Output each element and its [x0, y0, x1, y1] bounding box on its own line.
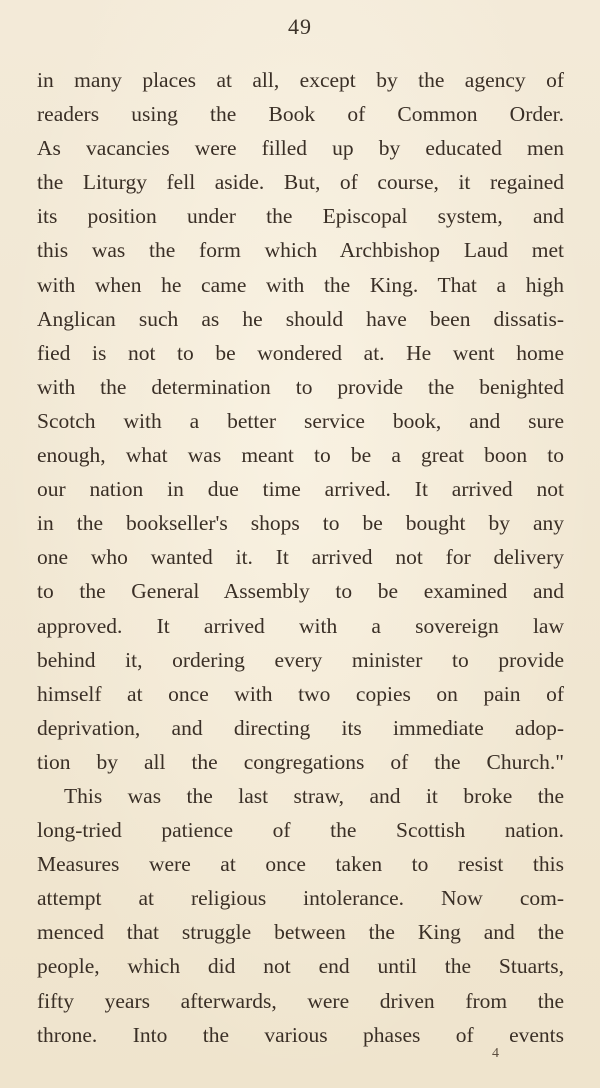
text-line: deprivation, and directing its immediate adop- — [37, 715, 564, 740]
text-line: Scotch with a better service book, and sure — [37, 408, 564, 433]
text-line: with when he came with the King. That a high — [37, 272, 564, 297]
text-line: behind it, ordering every minister to provide — [37, 647, 564, 672]
body-text — [37, 63, 564, 1052]
signature-mark: 4 — [492, 1046, 499, 1061]
text-line: the Liturgy fell aside. But, of course, it regained — [37, 170, 564, 195]
text-line: to the General Assembly to be examined and — [37, 579, 564, 604]
text-line: attempt at religious intolerance. Now com- — [37, 886, 564, 911]
text-line: Anglican such as he should have been dissatis- — [37, 306, 564, 331]
text-line: Measures were at once taken to resist this — [37, 852, 564, 877]
text-line: with the determination to provide the benighted — [37, 374, 564, 399]
paragraph-start-line: This was the last straw, and it broke the — [64, 783, 564, 808]
text-line: throne. Into the various phases of events — [37, 1022, 564, 1047]
text-line: this was the form which Archbishop Laud met — [37, 238, 564, 263]
text-line: As vacancies were filled up by educated men — [37, 136, 564, 161]
text-line: fifty years afterwards, were driven from the — [37, 988, 564, 1013]
page-number: 49 — [288, 14, 312, 39]
text-line: our nation in due time arrived. It arrived not — [37, 477, 564, 502]
text-line: in the bookseller's shops to be bought by any — [37, 511, 564, 536]
text-line: tion by all the congregations of the Church." — [37, 749, 564, 774]
text-line: long-tried patience of the Scottish nation. — [37, 818, 564, 843]
text-line: its position under the Episcopal system, and — [37, 204, 564, 229]
text-line: menced that struggle between the King and the — [37, 920, 564, 945]
text-line: fied is not to be wondered at. He went home — [37, 340, 564, 365]
text-line: approved. It arrived with a sovereign law — [37, 613, 564, 638]
text-line: himself at once with two copies on pain of — [37, 681, 564, 706]
text-line: one who wanted it. It arrived not for delivery — [37, 545, 564, 570]
text-line: people, which did not end until the Stuarts, — [37, 954, 564, 979]
text-line: enough, what was meant to be a great boon to — [37, 443, 564, 468]
text-line: in many places at all, except by the agency of — [37, 68, 564, 92]
text-line: readers using the Book of Common Order. — [37, 102, 564, 127]
